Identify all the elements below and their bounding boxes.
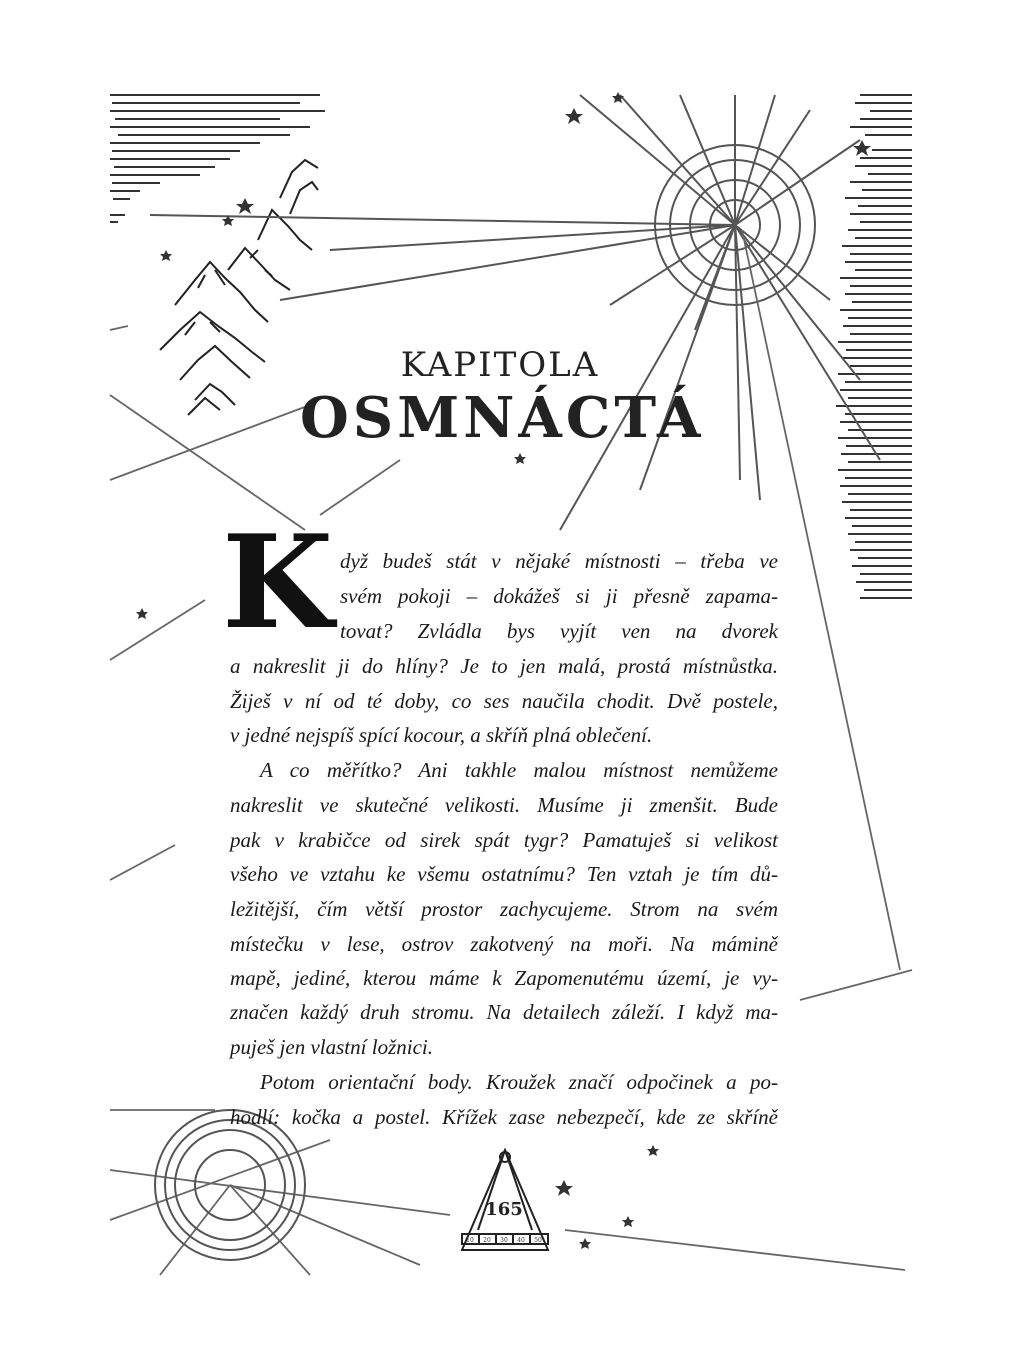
- scale-mark: 30: [500, 1237, 508, 1244]
- scale-mark: 20: [483, 1237, 491, 1244]
- mountains: [160, 160, 318, 415]
- scale-mark: 40: [517, 1237, 525, 1244]
- sun: [150, 95, 880, 530]
- text-line: a nakreslit ji do hlíny? Je to jen malá, prostá místnůstka.: [230, 654, 778, 678]
- text-line: A co měřítko? Ani takhle malou místnost nemůžeme: [260, 758, 778, 782]
- hatched-sky-right: [836, 95, 912, 598]
- text-line: tovat? Zvládla bys vyjít ven na dvorek: [340, 619, 778, 643]
- page-number: 165: [485, 1199, 523, 1220]
- text-line: ležitější, čím větší prostor zachycujeme. Strom na svém: [230, 897, 778, 921]
- text-line: hodlí: kočka a postel. Křížek zase nebezpečí, kde ze skříně: [230, 1105, 778, 1129]
- text-line: nakreslit ve skutečné velikosti. Musíme ji zmenšit. Bude: [230, 793, 778, 817]
- text-line: v jedné nejspíš spící kocour, a skříň plná oblečení.: [230, 723, 653, 747]
- text-line: mapě, jediné, kterou máme k Zapomenutému území, je vy-: [230, 966, 778, 990]
- scale-bar-labels: [462, 1234, 548, 1244]
- text-line: místečku v lese, ostrov zakotvený na moři. Na mámině: [230, 932, 778, 956]
- scale-mark: 50: [534, 1237, 542, 1244]
- chapter-label: KAPITOLA: [400, 345, 600, 385]
- drop-cap: K: [222, 508, 334, 658]
- text-line: puješ jen vlastní ložnici.: [230, 1035, 433, 1059]
- text-line: značen každý druh stromu. Na detailech záleží. I když ma-: [230, 1000, 778, 1024]
- text-line: pak v krabičce od sirek spát tygr? Pamatuješ si velikost: [230, 828, 778, 852]
- hatched-sky-top-left: [110, 95, 325, 222]
- scale-mark: 10: [466, 1237, 474, 1244]
- text-line: Žiješ v ní od té doby, co ses naučila chodit. Dvě postele,: [230, 689, 778, 713]
- text-line: svém pokoji – dokážeš si ji přesně zapama-: [340, 584, 778, 608]
- text-line: všeho ve vztahu ke všemu ostatnímu? Ten vztah je tím dů-: [230, 862, 778, 886]
- chapter-title: OSMNÁCTÁ: [300, 385, 705, 451]
- text-line: dyž budeš stát v nějaké místnosti – třeba ve: [340, 549, 778, 573]
- text-line: Potom orientační body. Kroužek značí odpočinek a po-: [260, 1070, 778, 1094]
